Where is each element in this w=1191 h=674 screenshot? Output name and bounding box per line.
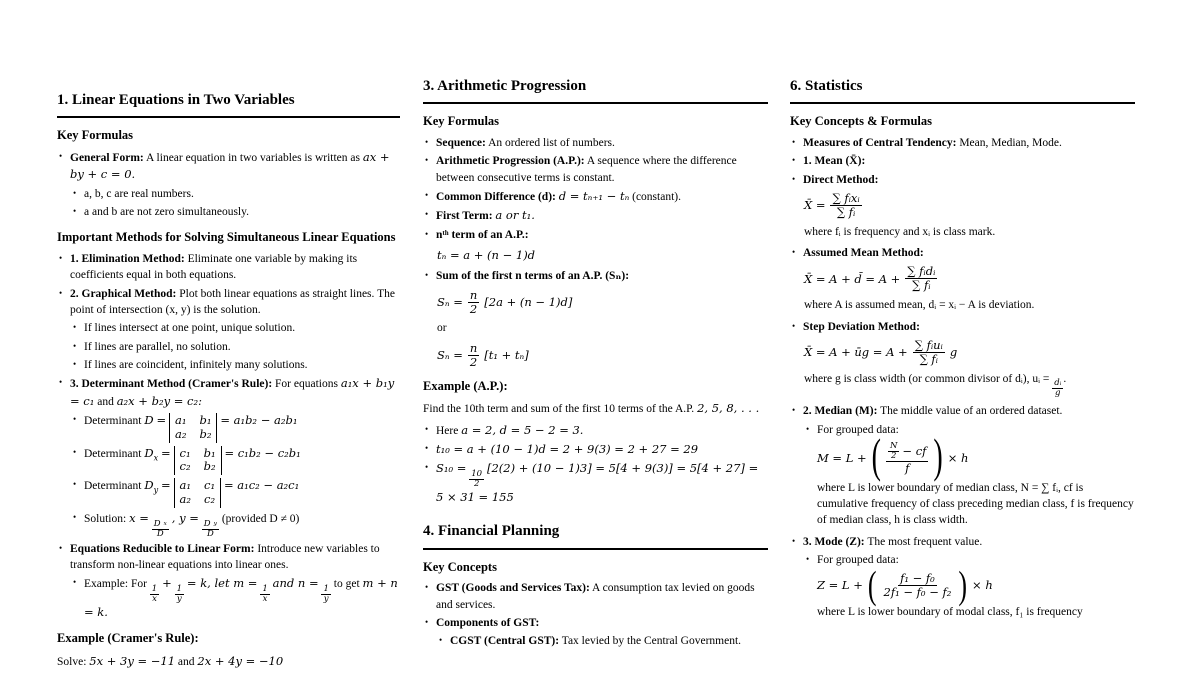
ap-ex3-frac: $\frac{10}{2}$ xyxy=(471,469,483,489)
step-frac: $\frac{\text{∑ fᵢuᵢ}}{\text{∑ fᵢ}}$ xyxy=(914,337,943,366)
bullet-elimination-method xyxy=(57,251,400,284)
ap-ex2-math: t₁₀ = a + (10 − 1)d = 2 + 9(3) = 2 + 27 = 29 xyxy=(436,441,699,456)
section-linear-equations xyxy=(57,90,400,674)
mode-formula: Z = L + ( $\frac{\text{f₁ − f₀}}{\text{2f₁ − f₀ − f₂}}$ ) × h xyxy=(817,563,993,607)
bullet-graphical-method xyxy=(57,286,400,319)
sum-frac-2: $\frac{n}{2}$ xyxy=(469,340,478,369)
ap-example-intro xyxy=(423,400,768,417)
section-title-linear: 1. Linear Equations in Two Variables xyxy=(57,90,400,118)
assumed-frac: $\frac{\text{∑ fᵢdᵢ}}{\text{∑ fᵢ}}$ xyxy=(907,264,936,293)
det-dx-symbol: $D_x$ xyxy=(144,445,159,462)
bullet-first-term xyxy=(423,207,768,224)
red-ex-t1: Example: For xyxy=(84,578,147,591)
heading-key-concepts-finance: Key Concepts xyxy=(423,559,497,574)
bullet-median-grouped xyxy=(804,422,1135,438)
mode-frac: $\frac{\text{f₁ − f₀}}{\text{2f₁ − f₀ − f₂}}$ xyxy=(883,571,952,600)
det-dy-matrix: a₁ c₁ a₂ c₂ xyxy=(174,478,222,508)
bullet-central-tendency xyxy=(790,135,1135,151)
section-arithmetic-progression xyxy=(423,76,768,652)
bullet-ap-example-1 xyxy=(423,422,768,439)
bullet-mode xyxy=(790,534,1135,550)
section-statistics xyxy=(790,76,1135,625)
elimination-text: Eliminate one variable by making its coefficients equal in both equations. xyxy=(70,253,358,282)
red-ex-t4: to get xyxy=(333,578,360,591)
sum-frac-1: $\frac{n}{2}$ xyxy=(469,287,478,316)
central-tendency-text: Mean, Median, Mode. xyxy=(959,137,1062,150)
bullet-mean xyxy=(790,153,1135,169)
ap-ex1-math: a = 2, d = 5 − 2 = 3. xyxy=(461,422,584,437)
bullet-direct-method xyxy=(790,172,1135,188)
ap-definition-label: Arithmetic Progression (A.P.): xyxy=(436,155,585,168)
direct-method-formula: X̄ = $\frac{\text{∑ fᵢxᵢ}}{\text{∑ fᵢ}}$ xyxy=(804,191,860,219)
bullet-determinant-d xyxy=(71,412,400,443)
common-diff-label: Common Difference (d): xyxy=(436,191,556,204)
bullet-ap-example-2 xyxy=(423,441,768,458)
red-ex-t5: m + n = k. xyxy=(84,576,398,619)
not-zero-text: a and b are not zero simultaneously. xyxy=(84,206,249,219)
bullet-nth-term xyxy=(423,227,768,243)
red-ex-frac4: $\frac{1}{y}$ xyxy=(323,583,329,604)
sequence-text: An ordered list of numbers. xyxy=(488,137,615,150)
sequence-label: Sequence: xyxy=(436,137,486,150)
step-deviation-label: Step Deviation Method: xyxy=(803,320,920,333)
heading-example-ap: Example (A.P.): xyxy=(423,378,508,393)
heading-key-concepts-stats: Key Concepts & Formulas xyxy=(790,114,932,129)
median-frac: $\frac{N}{2}$ − cf f xyxy=(886,442,928,475)
solution-x: x = xyxy=(129,510,149,525)
bullet-sequence xyxy=(423,135,768,151)
direct-method-where: where fᵢ is frequency and xᵢ is class mark. xyxy=(804,225,996,238)
det-d-result: = a₁b₂ − a₂b₁ xyxy=(220,413,298,428)
det-dy-pre: Determinant xyxy=(84,480,142,493)
solve-line xyxy=(57,653,400,670)
solve-conj: and xyxy=(177,655,195,668)
assumed-mean-where: where A is assumed mean, dᵢ = xᵢ − A is deviation. xyxy=(804,299,1035,312)
determinant-label: 3. Determinant Method (Cramer's Rule): xyxy=(70,378,273,391)
common-diff-math: d = tₙ₊₁ − tₙ xyxy=(558,189,630,204)
mode-label: 3. Mode (Z): xyxy=(803,535,865,548)
bullet-components-gst xyxy=(423,615,768,631)
median-n2-frac: $\frac{N}{2}$ xyxy=(889,440,898,461)
bullet-determinant-dx xyxy=(71,445,400,476)
components-gst-label: Components of GST: xyxy=(436,616,540,629)
cgst-text: Tax levied by the Central Government. xyxy=(561,635,742,648)
determinant-eq2: a₂x + b₂y = c₂: xyxy=(116,393,202,408)
det-dy-result: = a₁c₂ − a₂c₁ xyxy=(223,478,300,493)
general-form-label: General Form: xyxy=(70,152,144,165)
mode-grouped-text: For grouped data: xyxy=(817,553,899,566)
solution-y: , y = xyxy=(171,510,199,525)
sum-formula-2: Sₙ = $\frac{n}{2}$ [t₁ + tₙ] xyxy=(437,340,529,369)
common-diff-text: (constant). xyxy=(632,191,681,204)
ap-example-intro-text: Find the 10th term and sum of the first 10 terms of the A.P. xyxy=(423,403,695,416)
bullet-sum-n-terms xyxy=(423,268,768,284)
solve-eq2: 2x + 4y = −10 xyxy=(197,653,284,668)
bullet-median xyxy=(790,403,1135,419)
ap-ex3-rhs: [2(2) + (10 − 1)3] = 5[4 + 9(3)] = 5[4 + 27] = 5 × 31 = 155 xyxy=(436,461,759,504)
bullet-determinant-dy xyxy=(71,477,400,508)
median-label: 2. Median (M): xyxy=(803,405,878,418)
bullet-lines-coincident xyxy=(71,357,400,373)
reducible-label: Equations Reducible to Linear Form: xyxy=(70,542,255,555)
lines-parallel-text: If lines are parallel, no solution. xyxy=(84,340,231,353)
bullet-not-zero xyxy=(71,204,400,220)
solve-eq1: 5x + 3y = −11 xyxy=(89,653,176,668)
gst-label: GST (Goods and Services Tax): xyxy=(436,582,590,595)
bullet-ap-example-3 xyxy=(423,460,768,506)
det-d-symbol: D xyxy=(144,413,154,428)
det-dy-symbol: $D_y$ xyxy=(144,478,159,495)
bullet-mode-grouped xyxy=(804,552,1135,568)
bullet-step-deviation xyxy=(790,319,1135,335)
graphical-text: Plot both linear equations as straight lines. The point of intersection (x, y) is the solution. xyxy=(70,287,395,317)
det-dx-matrix: c₁ b₁ c₂ b₂ xyxy=(174,446,222,476)
bullet-cgst xyxy=(437,633,768,649)
assumed-mean-label: Assumed Mean Method: xyxy=(803,247,924,260)
det-dx-result: = c₁b₂ − c₂b₁ xyxy=(224,445,301,460)
median-text: The middle value of an ordered dataset. xyxy=(880,405,1063,418)
det-d-matrix: a₁ b₁ a₂ b₂ xyxy=(169,413,217,443)
nth-term-label: nᵗʰ term of an A.P.: xyxy=(436,228,529,241)
sum-or: or xyxy=(437,322,447,335)
mode-text: The most frequent value. xyxy=(867,535,983,548)
bullet-real-numbers xyxy=(71,186,400,202)
bullet-common-difference xyxy=(423,188,768,205)
determinant-text: For equations xyxy=(275,378,338,391)
bullet-ap-definition xyxy=(423,153,768,186)
lines-coincident-text: If lines are coincident, infinitely many solutions. xyxy=(84,359,308,372)
section-title-financial: 4. Financial Planning xyxy=(423,521,768,549)
real-numbers-text: a, b, c are real numbers. xyxy=(84,187,194,200)
reducible-text: Introduce new variables to transform non-linear equations into linear ones. xyxy=(70,542,380,571)
first-term-label: First Term: xyxy=(436,210,493,223)
ap-ex1-text: Here xyxy=(436,424,459,437)
det-d-equals: = xyxy=(156,413,167,428)
ap-example-series: 2, 5, 8, . . . xyxy=(697,401,760,416)
bullet-gst xyxy=(423,580,768,613)
solution-frac-x: D x D xyxy=(153,518,167,539)
det-dy-equals: = xyxy=(161,478,171,493)
det-dx-equals: = xyxy=(161,445,171,460)
step-deviation-formula: X̄ = A + ūg = A + $\frac{\text{∑ fᵢuᵢ}}{\text{∑ fᵢ}}$ g xyxy=(804,337,958,366)
heading-important-methods: Important Methods for Solving Simultaneous Linear Equations xyxy=(57,230,396,245)
bullet-lines-intersect xyxy=(71,320,400,336)
red-ex-frac1: $\frac{1}{x}$ xyxy=(151,583,158,604)
bullet-lines-parallel xyxy=(71,339,400,355)
step-where-frac: $\frac{\text{dᵢ}}{g}$ xyxy=(1054,378,1062,399)
solution-tail: (provided D ≠ 0) xyxy=(221,512,300,525)
sum-label: Sum of the first n terms of an A.P. (Sₙ): xyxy=(436,270,630,283)
ap-definition-text: A sequence where the difference between consecutive terms is constant. xyxy=(436,155,737,184)
det-dx-pre: Determinant xyxy=(84,447,142,460)
mode-where: where L is lower boundary of modal class, f₁ is frequency xyxy=(817,606,1083,619)
det-d-pre: Determinant xyxy=(84,415,142,428)
median-formula: M = L + ( $\frac{N}{2}$ − cf f ) × h xyxy=(817,431,969,484)
bullet-general-form xyxy=(57,149,400,184)
central-tendency-label: Measures of Central Tendency: xyxy=(803,137,957,150)
heading-example-cramer: Example (Cramer's Rule): xyxy=(57,631,199,646)
mean-label: 1. Mean (X̄): xyxy=(803,155,866,168)
bullet-solution xyxy=(71,510,400,539)
assumed-mean-formula: X̄ = A + d̄ = A + $\frac{\text{∑ fᵢdᵢ}}{\text{∑ fᵢ}}$ xyxy=(804,264,936,293)
direct-method-label: Direct Method: xyxy=(803,173,879,186)
ap-ex3-lhs: S₁₀ = xyxy=(436,461,467,476)
determinant-conj: and xyxy=(97,395,114,408)
section-title-ap: 3. Arithmetic Progression xyxy=(423,76,768,104)
nth-term-formula: tₙ = a + (n − 1)d xyxy=(437,248,536,263)
step-deviation-where: where g is class width (or common divisor of dᵢ), uᵢ = $\frac{\text{dᵢ}}{g}$ . xyxy=(804,372,1067,399)
solution-prefix: Solution: xyxy=(84,512,127,525)
red-ex-t2: = k, let m = xyxy=(186,576,258,591)
heading-key-formulas-linear: Key Formulas xyxy=(57,128,134,143)
red-ex-t3: and n = xyxy=(272,576,319,591)
sum-formula-1: Sₙ = $\frac{n}{2}$ [2a + (n − 1)d] xyxy=(437,287,573,316)
red-ex-plus: + xyxy=(162,576,172,591)
bullet-determinant-method xyxy=(57,375,400,410)
general-form-text: A linear equation in two variables is written as xyxy=(146,152,360,165)
median-grouped-text: For grouped data: xyxy=(817,423,899,436)
first-term-math: a or t₁. xyxy=(495,208,535,223)
lines-intersect-text: If lines intersect at one point, unique solution. xyxy=(84,322,296,335)
determinant-eq1: a₁x + b₁y = c₁ xyxy=(70,376,395,408)
median-where: where L is lower boundary of median class, N = ∑ fᵢ, cf is cumulative frequency of class preceding median class, f is frequency of median class, h is class width. xyxy=(817,481,1134,527)
solve-prefix: Solve: xyxy=(57,655,87,668)
bullet-reducible xyxy=(57,541,400,574)
cgst-label: CGST (Central GST): xyxy=(450,635,560,648)
gst-text: A consumption tax levied on goods and services. xyxy=(436,582,755,611)
elimination-label: 1. Elimination Method: xyxy=(70,253,185,266)
heading-key-formulas-ap: Key Formulas xyxy=(423,114,500,129)
bullet-assumed-mean xyxy=(790,245,1135,261)
solution-frac-y: D y D xyxy=(203,518,217,539)
section-title-statistics: 6. Statistics xyxy=(790,76,1135,104)
general-form-math: ax + by + c = 0. xyxy=(70,150,390,182)
direct-frac: $\frac{\text{∑ fᵢxᵢ}}{\text{∑ fᵢ}}$ xyxy=(832,191,860,219)
red-ex-frac3: $\frac{1}{x}$ xyxy=(262,583,268,604)
red-ex-frac2: $\frac{1}{y}$ xyxy=(176,583,183,604)
graphical-label: 2. Graphical Method: xyxy=(70,287,177,300)
bullet-reducible-example xyxy=(71,575,400,621)
